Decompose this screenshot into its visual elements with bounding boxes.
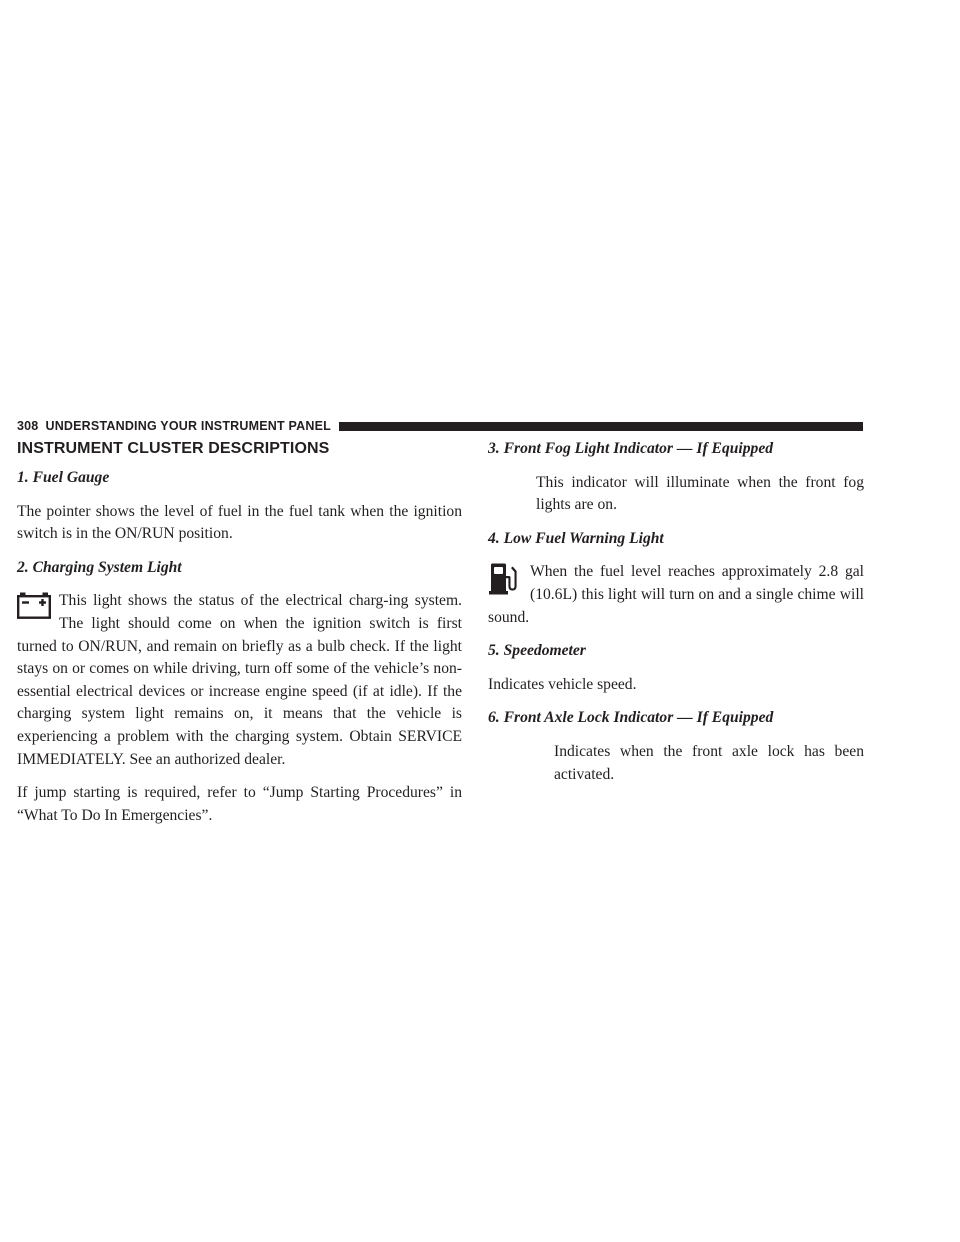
fuel-gauge-heading: 1. Fuel Gauge [17, 469, 110, 486]
front-axle-lock-text: Indicates when the front axle lock has been activated. [554, 742, 864, 783]
low-fuel-text: When the fuel level reaches approximately 2.8 gal (10.6L) this light will turn on and a single chime will sound. [488, 563, 864, 626]
charging-system-block [17, 590, 462, 771]
fuel-pump-icon [488, 563, 518, 603]
low-fuel-block [488, 561, 864, 629]
speedometer-heading: 5. Speedometer [488, 642, 586, 660]
front-axle-lock-heading: 6. Front Axle Lock Indicator — If Equipped [488, 709, 774, 727]
front-fog-text: This indicator will illuminate when the front fog lights are on. [536, 473, 864, 514]
running-title: UNDERSTANDING YOUR INSTRUMENT PANEL [45, 419, 331, 433]
header-rule [339, 422, 863, 431]
front-fog-heading: 3. Front Fog Light Indicator — If Equipped [488, 440, 774, 457]
left-column [17, 438, 462, 838]
charging-system-text: This light shows the status of the electrical charg-ing system. The light should come on when the ignition switch is first turned to ON/RUN, and remain on briefly as a bulb check. If the light stays on or comes on while driving, turn off some of the vehicle’s non-essential electrical devices or increase engine speed (if at idle). If the charging system light remains on, it means that the vehicle is experiencing a problem with the charging system. Obtain SERVICE IMMEDIATELY. See an authorized dealer. [17, 592, 462, 768]
page-number: 308 [17, 419, 39, 433]
running-header [17, 418, 863, 434]
jump-start-text: If jump starting is required, refer to “Jump Starting Procedures” in “What To Do In Emergencies”. [17, 784, 462, 824]
fuel-gauge-text: The pointer shows the level of fuel in the fuel tank when the ignition switch is in the ON/RUN position. [17, 502, 462, 543]
charging-system-heading: 2. Charging System Light [17, 558, 182, 576]
section-title: INSTRUMENT CLUSTER DESCRIPTIONS [17, 440, 330, 457]
battery-icon [17, 592, 51, 619]
low-fuel-heading: 4. Low Fuel Warning Light [488, 529, 664, 547]
speedometer-text: Indicates vehicle speed. [488, 675, 637, 693]
right-column [488, 438, 864, 797]
